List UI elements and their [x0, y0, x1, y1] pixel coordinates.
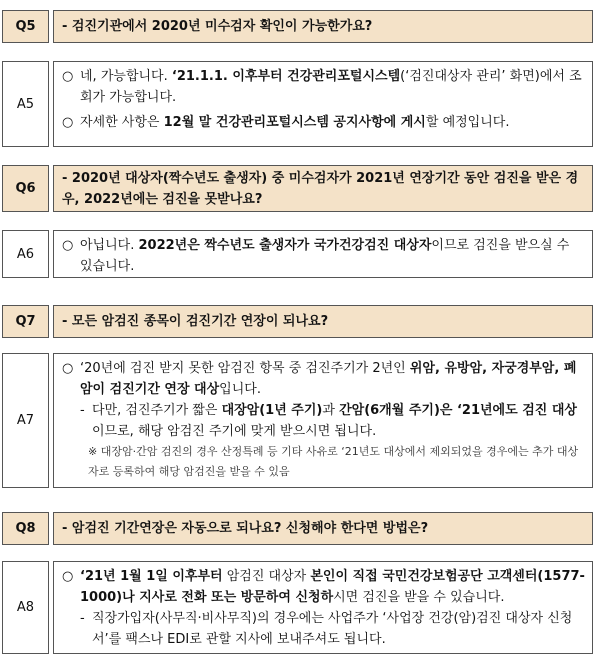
answer-text-bold: 위암, 유방암, 자궁경부암, 폐암이 검진기간 연장 대상 — [80, 361, 577, 397]
answer-text: 자세한 사항은 — [80, 115, 164, 130]
answer-text-bold: 2022년은 짝수년도 출생자가 국가건강검진 대상자 — [138, 238, 432, 253]
answer-text: 암검진 대상자 — [222, 569, 311, 584]
answer-row-a7 — [2, 353, 593, 488]
answer-text: ‘20년에 검진 받지 못한 암검진 항목 중 검진주기가 2년인 — [80, 361, 410, 376]
bullet-item — [62, 358, 586, 400]
question-text: - 검진기관에서 2020년 미수검자 확인이 가능한가요? — [53, 10, 593, 43]
answer-text-bold: ‘21년 1월 1일 이후부터 — [80, 569, 223, 584]
question-row-q6 — [2, 165, 593, 212]
answer-text-bold: ‘21.1.1. 이후부터 건강관리포털시스템 — [171, 69, 401, 84]
bullet-mark: ○ — [62, 361, 74, 376]
answer-text: 입니다. — [219, 382, 261, 397]
answer-text: 다만, 검진주기가 짧은 — [92, 403, 222, 418]
answer-text: 직장가입자(사무직·비사무직)의 경우에는 사업주가 ‘사업장 건강(암)검진 대상자 신청서’를 팩스나 EDI로 관할 지사에 보내주셔도 됩니다. — [92, 611, 573, 647]
question-label: Q7 — [2, 305, 49, 338]
bullet-item — [62, 566, 586, 608]
sub-item — [62, 400, 586, 442]
dash-mark: - — [80, 403, 85, 418]
answer-label: A8 — [2, 561, 49, 654]
answer-row-a6 — [2, 230, 593, 278]
answer-text: (‘검진대상자 관리’ 화면)에서 조회가 가능합니다. — [80, 69, 582, 105]
answer-body — [53, 61, 593, 147]
sub-item — [62, 608, 586, 650]
answer-text: 네, 가능합니다. — [80, 69, 172, 84]
question-label: Q8 — [2, 512, 49, 545]
footnote: ※ 대장암·간암 검진의 경우 산정특례 등 기타 사유로 ‘21년도 대상에서 제외되었을 경우에는 추가 대상자로 등록하여 해당 암검진을 받을 수 있음 — [88, 445, 579, 478]
question-text: - 암검진 기간연장은 자동으로 되나요? 신청해야 한다면 방법은? — [53, 512, 593, 545]
question-row-q5 — [2, 10, 593, 43]
question-text: - 2020년 대상자(짝수년도 출생자) 중 미수검자가 2021년 연장기간 동안 검진을 받은 경우, 2022년에는 검진을 못받나요? — [53, 165, 593, 212]
answer-text: 할 예정입니다. — [425, 115, 510, 130]
bullet-item — [62, 66, 586, 108]
question-text: - 모든 암검진 종목이 검진기간 연장이 되나요? — [53, 305, 593, 338]
answer-text: 아닙니다. — [80, 238, 139, 253]
answer-row-a5 — [2, 61, 593, 147]
bullet-mark: ○ — [62, 115, 74, 130]
answer-body — [53, 561, 593, 654]
bullet-mark: ○ — [62, 69, 74, 84]
answer-body — [53, 230, 593, 278]
answer-row-a8 — [2, 561, 593, 654]
answer-text-bold: 대장암(1년 주기) — [221, 403, 323, 418]
answer-label: A6 — [2, 230, 49, 278]
question-row-q7 — [2, 305, 593, 338]
dash-mark: - — [80, 611, 85, 626]
answer-body — [53, 353, 593, 488]
bullet-mark: ○ — [62, 238, 74, 253]
bullet-item — [62, 112, 586, 133]
answer-text-bold: 12월 말 건강관리포털시스템 공지사항에 게시 — [163, 115, 426, 130]
answer-text-bold: 본인이 직접 국민건강보험공단 고객센터(1577-1000)나 지사로 전화 또는 방문하여 신청하 — [80, 569, 585, 605]
answer-text: 이므로, 해당 암검진 주기에 맞게 받으시면 됩니다. — [92, 424, 377, 439]
answer-text-bold: 간암(6개월 주기)은 ‘21년에도 검진 대상 — [339, 403, 577, 418]
bullet-item — [62, 235, 586, 277]
answer-text: 이므로 검진을 받으실 수 있습니다. — [80, 238, 570, 274]
bullet-mark: ○ — [62, 569, 74, 584]
answer-text: 시면 검진을 받을 수 있습니다. — [333, 590, 505, 605]
answer-label: A7 — [2, 353, 49, 488]
question-label: Q6 — [2, 165, 49, 212]
answer-label: A5 — [2, 61, 49, 147]
answer-text: 과 — [322, 403, 340, 418]
question-label: Q5 — [2, 10, 49, 43]
question-row-q8 — [2, 512, 593, 545]
